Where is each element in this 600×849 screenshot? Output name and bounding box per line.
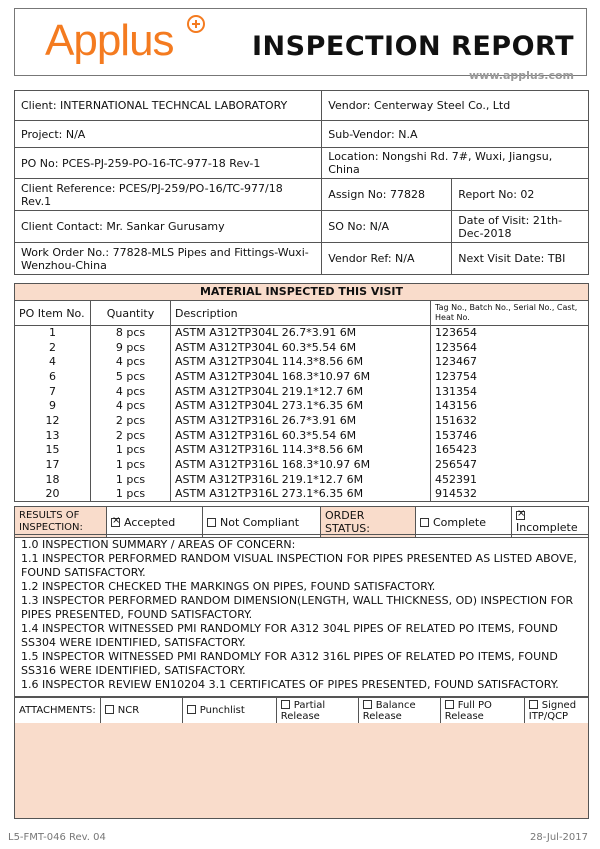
material-row <box>15 355 589 370</box>
website-url: www.applus.com <box>469 69 574 82</box>
vendor-field: Vendor: Centerway Steel Co., Ltd <box>322 91 589 121</box>
so-no-field: SO No: N/A <box>322 211 452 243</box>
results-label: RESULTS OF INSPECTION: <box>15 507 107 538</box>
tag-cell: 914532 <box>431 487 589 502</box>
full-po-release-label: Full PO Release <box>444 699 492 722</box>
tag-cell: 123564 <box>431 340 589 355</box>
description-cell: ASTM A312TP304L 219.1*12.7 6M <box>171 384 431 399</box>
description-cell: ASTM A312TP316L 114.3*8.56 6M <box>171 443 431 458</box>
quantity-cell: 2 pcs <box>91 414 171 429</box>
project-field: Project: N/A <box>15 121 322 148</box>
notes-area <box>14 723 589 819</box>
sub-vendor-field: Sub-Vendor: N.A <box>322 121 589 148</box>
po-item-cell: 1 <box>15 326 91 341</box>
not-compliant-label: Not Compliant <box>220 515 300 529</box>
material-row <box>15 326 589 341</box>
quantity-cell: 4 pcs <box>91 355 171 370</box>
tag-header: Tag No., Batch No., Serial No., Cast, Heat No. <box>431 301 589 326</box>
material-row <box>15 384 589 399</box>
quantity-cell: 1 pcs <box>91 487 171 502</box>
client-reference-field: Client Reference: PCES/PJ-259/PO-16/TC-977/18 Rev.1 <box>15 179 322 211</box>
po-item-cell: 6 <box>15 370 91 385</box>
description-cell: ASTM A312TP316L 60.3*5.54 6M <box>171 428 431 443</box>
po-item-cell: 20 <box>15 487 91 502</box>
plus-icon <box>187 15 205 33</box>
po-item-cell: 18 <box>15 472 91 487</box>
tag-cell: 123467 <box>431 355 589 370</box>
balance-release-option[interactable] <box>358 698 440 724</box>
signed-itp-option[interactable] <box>524 698 588 724</box>
summary-line: 1.5 INSPECTOR WITNESSED PMI RANDOMLY FOR A312 316L PIPES OF RELATED PO ITEMS, FOUND SS316 WERE IDENTIFIED, SATISFACTORY. <box>21 650 558 677</box>
po-number-field: PO No: PCES-PJ-259-PO-16-TC-977-18 Rev-1 <box>15 148 322 179</box>
partial-release-checkbox[interactable] <box>281 700 290 709</box>
inspection-summary <box>14 534 589 697</box>
tag-cell: 123754 <box>431 370 589 385</box>
description-header: Description <box>171 301 431 326</box>
punchlist-label: Punchlist <box>199 705 245 716</box>
incomplete-label: Incomplete <box>516 521 578 534</box>
accepted-option[interactable] <box>107 507 203 538</box>
report-no-field: Report No: 02 <box>452 179 589 211</box>
not-compliant-option[interactable] <box>203 507 321 538</box>
description-cell: ASTM A312TP304L 273.1*6.35 6M <box>171 399 431 414</box>
material-row <box>15 443 589 458</box>
balance-release-label: Balance Release <box>362 699 416 722</box>
date-of-visit-field: Date of Visit: 21th-Dec-2018 <box>452 211 589 243</box>
quantity-header: Quantity <box>91 301 171 326</box>
material-section-title: MATERIAL INSPECTED THIS VISIT <box>14 283 589 301</box>
report-info-table <box>14 90 589 275</box>
material-row <box>15 370 589 385</box>
ncr-label: NCR <box>117 705 140 716</box>
summary-line: 1.6 INSPECTOR REVIEW EN10204 3.1 CERTIFICATES OF PIPES PRESENTED, FOUND SATISFACTORY. <box>21 678 559 691</box>
incomplete-option[interactable] <box>512 507 589 538</box>
logo-text: Applus <box>45 16 174 65</box>
client-field: Client: INTERNATIONAL TECHNCAL LABORATORY <box>15 91 322 121</box>
material-row <box>15 487 589 502</box>
po-item-cell: 2 <box>15 340 91 355</box>
work-order-field: Work Order No.: 77828-MLS Pipes and Fittings-Wuxi-Wenzhou-China <box>15 243 322 275</box>
po-item-header: PO Item No. <box>15 301 91 326</box>
summary-line: 1.4 INSPECTOR WITNESSED PMI RANDOMLY FOR A312 304L PIPES OF RELATED PO ITEMS, FOUND SS304 WERE IDENTIFIED, SATISFACTORY. <box>21 622 558 649</box>
quantity-cell: 8 pcs <box>91 326 171 341</box>
material-row <box>15 414 589 429</box>
tag-cell: 131354 <box>431 384 589 399</box>
material-row <box>15 472 589 487</box>
po-item-cell: 17 <box>15 458 91 473</box>
partial-release-label: Partial Release <box>280 699 326 722</box>
vendor-ref-field: Vendor Ref: N/A <box>322 243 452 275</box>
po-item-cell: 15 <box>15 443 91 458</box>
summary-line: 1.3 INSPECTOR PERFORMED RANDOM DIMENSION(LENGTH, WALL THICKNESS, OD) INSPECTION FOR PIPES PRESENTED, FOUND SATISFACTORY. <box>21 594 574 621</box>
order-status-label: ORDER STATUS: <box>321 507 416 538</box>
complete-checkbox[interactable] <box>420 518 429 527</box>
description-cell: ASTM A312TP304L 60.3*5.54 6M <box>171 340 431 355</box>
not-compliant-checkbox[interactable] <box>207 518 216 527</box>
tag-cell: 153746 <box>431 428 589 443</box>
signed-itp-label: Signed ITP/QCP <box>528 699 577 722</box>
ncr-checkbox[interactable] <box>105 705 114 714</box>
material-rows <box>15 326 589 502</box>
punchlist-checkbox[interactable] <box>187 705 196 714</box>
report-title: INSPECTION REPORT <box>252 31 575 62</box>
po-item-cell: 9 <box>15 399 91 414</box>
tag-cell: 151632 <box>431 414 589 429</box>
form-number: L5-FMT-046 Rev. 04 <box>8 832 106 843</box>
attachments-label: ATTACHMENTS: <box>15 698 101 724</box>
quantity-cell: 1 pcs <box>91 472 171 487</box>
complete-option[interactable] <box>416 507 512 538</box>
material-row <box>15 428 589 443</box>
description-cell: ASTM A312TP316L 26.7*3.91 6M <box>171 414 431 429</box>
quantity-cell: 4 pcs <box>91 399 171 414</box>
summary-line: 1.0 INSPECTION SUMMARY / AREAS OF CONCERN: <box>21 538 296 551</box>
next-visit-field: Next Visit Date: TBI <box>452 243 589 275</box>
partial-release-option[interactable] <box>276 698 358 724</box>
tag-cell: 452391 <box>431 472 589 487</box>
tag-cell: 256547 <box>431 458 589 473</box>
form-date: 28-Jul-2017 <box>529 832 588 843</box>
tag-cell: 123654 <box>431 326 589 341</box>
incomplete-checkbox[interactable] <box>516 511 525 520</box>
description-cell: ASTM A312TP316L 219.1*12.7 6M <box>171 472 431 487</box>
material-row <box>15 399 589 414</box>
quantity-cell: 9 pcs <box>91 340 171 355</box>
description-cell: ASTM A312TP316L 273.1*6.35 6M <box>171 487 431 502</box>
ncr-option[interactable] <box>100 698 182 724</box>
description-cell: ASTM A312TP304L 26.7*3.91 6M <box>171 326 431 341</box>
report-header <box>14 8 587 82</box>
full-po-release-checkbox[interactable] <box>445 700 454 709</box>
quantity-cell: 5 pcs <box>91 370 171 385</box>
description-cell: ASTM A312TP304L 114.3*8.56 6M <box>171 355 431 370</box>
quantity-cell: 1 pcs <box>91 458 171 473</box>
location-field: Location: Nongshi Rd. 7#, Wuxi, Jiangsu, China <box>322 148 589 179</box>
assign-no-field: Assign No: 77828 <box>322 179 452 211</box>
quantity-cell: 2 pcs <box>91 428 171 443</box>
material-row <box>15 458 589 473</box>
material-table <box>14 300 589 502</box>
punchlist-option[interactable] <box>182 698 276 724</box>
po-item-cell: 12 <box>15 414 91 429</box>
tag-cell: 165423 <box>431 443 589 458</box>
accepted-checkbox[interactable] <box>111 518 120 527</box>
complete-label: Complete <box>433 515 487 529</box>
client-contact-field: Client Contact: Mr. Sankar Gurusamy <box>15 211 322 243</box>
attachments-table <box>14 697 589 724</box>
quantity-cell: 4 pcs <box>91 384 171 399</box>
applus-logo <box>45 16 174 65</box>
tag-cell: 143156 <box>431 399 589 414</box>
po-item-cell: 13 <box>15 428 91 443</box>
po-item-cell: 4 <box>15 355 91 370</box>
summary-line: 1.2 INSPECTOR CHECKED THE MARKINGS ON PIPES, FOUND SATISFACTORY. <box>21 580 436 593</box>
signed-itp-checkbox[interactable] <box>529 700 538 709</box>
balance-release-checkbox[interactable] <box>363 700 372 709</box>
summary-line: 1.1 INSPECTOR PERFORMED RANDOM VISUAL INSPECTION FOR PIPES PRESENTED AS LISTED ABOVE, FOUND SATISFACTORY. <box>21 552 577 579</box>
description-cell: ASTM A312TP304L 168.3*10.97 6M <box>171 370 431 385</box>
accepted-label: Accepted <box>124 515 176 529</box>
quantity-cell: 1 pcs <box>91 443 171 458</box>
po-item-cell: 7 <box>15 384 91 399</box>
material-row <box>15 340 589 355</box>
full-po-release-option[interactable] <box>440 698 524 724</box>
description-cell: ASTM A312TP316L 168.3*10.97 6M <box>171 458 431 473</box>
